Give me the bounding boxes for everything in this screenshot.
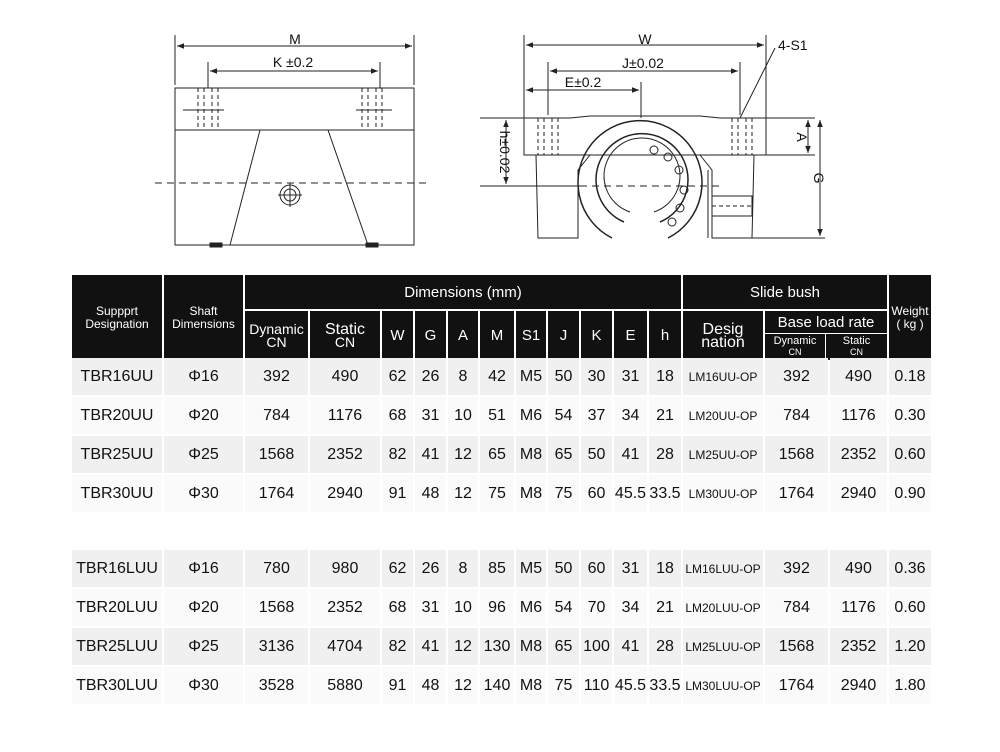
cell-a: 10 — [448, 397, 478, 434]
header-bush-static: Static CN — [826, 334, 887, 360]
header-bush-designation: Desig nation — [683, 311, 763, 360]
cell-bush-dynamic: 392 — [765, 550, 828, 587]
cell-bush-dynamic: 784 — [765, 397, 828, 434]
cell-w: 62 — [382, 550, 413, 587]
header-col-s1: S1 — [516, 311, 546, 360]
header-shaft-dimensions: Shaft Dimensions — [164, 275, 243, 360]
cell-h: 21 — [649, 589, 681, 626]
cell-e: 34 — [614, 397, 647, 434]
cell-weight: 1.80 — [889, 667, 931, 704]
table-row — [72, 550, 931, 587]
header-support-designation: Suppprt Designation — [72, 275, 162, 360]
header-static-cn: Static CN — [310, 311, 380, 360]
cell-m: 96 — [480, 589, 514, 626]
label-e: E±0.2 — [564, 74, 602, 90]
header-dimensions: Dimensions (mm) — [245, 275, 681, 309]
cell-shaft-dimension: Φ30 — [164, 667, 243, 704]
cell-static-cn: 2940 — [310, 475, 380, 512]
cell-h: 33.5 — [649, 667, 681, 704]
cell-k: 100 — [581, 628, 612, 665]
cell-e: 45.5 — [614, 667, 647, 704]
cell-g: 41 — [415, 436, 446, 473]
cell-bush-designation: LM25LUU-OP — [683, 628, 763, 665]
cell-shaft-dimension: Φ20 — [164, 589, 243, 626]
cell-weight: 0.60 — [889, 436, 931, 473]
cell-bush-dynamic: 392 — [765, 358, 828, 395]
cell-m: 130 — [480, 628, 514, 665]
cell-g: 48 — [415, 475, 446, 512]
cell-weight: 0.90 — [889, 475, 931, 512]
cell-h: 18 — [649, 358, 681, 395]
header-bush-dynamic: Dynamic CN — [765, 334, 826, 360]
cell-shaft-dimension: Φ16 — [164, 358, 243, 395]
spec-table-group-long — [70, 548, 933, 706]
cell-h: 21 — [649, 397, 681, 434]
cell-m: 75 — [480, 475, 514, 512]
cell-weight: 1.20 — [889, 628, 931, 665]
label-a: A — [794, 132, 810, 142]
cell-a: 8 — [448, 358, 478, 395]
cell-bush-dynamic: 1568 — [765, 628, 828, 665]
cell-j: 54 — [548, 589, 579, 626]
cell-static-cn: 2352 — [310, 436, 380, 473]
cell-s1: M6 — [516, 397, 546, 434]
cell-bush-designation: LM20LUU-OP — [683, 589, 763, 626]
cell-g: 26 — [415, 550, 446, 587]
cell-e: 31 — [614, 550, 647, 587]
header-base-load-group — [765, 311, 887, 360]
cell-bush-static: 2352 — [830, 628, 887, 665]
cell-a: 12 — [448, 667, 478, 704]
table-row — [72, 436, 931, 473]
cell-h: 33.5 — [649, 475, 681, 512]
cell-w: 91 — [382, 475, 413, 512]
label-j: J±0.02 — [622, 55, 664, 71]
header-col-j: J — [548, 311, 579, 360]
table-row — [72, 667, 931, 704]
technical-drawing — [0, 0, 1000, 265]
cell-s1: M8 — [516, 628, 546, 665]
header-col-e: E — [614, 311, 647, 360]
cell-bush-dynamic: 1764 — [765, 475, 828, 512]
cell-static-cn: 980 — [310, 550, 380, 587]
cell-weight: 0.36 — [889, 550, 931, 587]
header-col-h: h — [649, 311, 681, 360]
cell-bush-static: 2940 — [830, 667, 887, 704]
cell-dynamic-cn: 1764 — [245, 475, 308, 512]
cell-support-designation: TBR30UU — [72, 475, 162, 512]
label-h: h±0.02 — [497, 130, 513, 174]
label-m: M — [289, 31, 301, 47]
spec-table-group-standard — [70, 356, 933, 514]
cell-m: 85 — [480, 550, 514, 587]
cell-bush-static: 2352 — [830, 436, 887, 473]
cell-bush-dynamic: 784 — [765, 589, 828, 626]
cell-dynamic-cn: 3136 — [245, 628, 308, 665]
table-row — [72, 628, 931, 665]
cell-m: 140 — [480, 667, 514, 704]
cell-support-designation: TBR25LUU — [72, 628, 162, 665]
cell-shaft-dimension: Φ25 — [164, 436, 243, 473]
spec-table-header — [70, 273, 933, 362]
cell-s1: M5 — [516, 358, 546, 395]
cell-g: 31 — [415, 397, 446, 434]
cell-shaft-dimension: Φ20 — [164, 397, 243, 434]
cell-k: 30 — [581, 358, 612, 395]
cell-s1: M8 — [516, 475, 546, 512]
cell-support-designation: TBR30LUU — [72, 667, 162, 704]
cell-bush-designation: LM25UU-OP — [683, 436, 763, 473]
cell-a: 8 — [448, 550, 478, 587]
cell-a: 12 — [448, 436, 478, 473]
cell-weight: 0.18 — [889, 358, 931, 395]
header-slide-bush: Slide bush — [683, 275, 887, 309]
cell-dynamic-cn: 780 — [245, 550, 308, 587]
cell-bush-static: 1176 — [830, 589, 887, 626]
cell-k: 50 — [581, 436, 612, 473]
cell-dynamic-cn: 1568 — [245, 589, 308, 626]
cell-dynamic-cn: 784 — [245, 397, 308, 434]
cell-g: 31 — [415, 589, 446, 626]
label-g: G — [811, 172, 827, 184]
cell-static-cn: 1176 — [310, 397, 380, 434]
cell-weight: 0.60 — [889, 589, 931, 626]
cell-j: 75 — [548, 475, 579, 512]
cell-a: 12 — [448, 628, 478, 665]
cell-w: 91 — [382, 667, 413, 704]
cell-w: 82 — [382, 628, 413, 665]
table-row — [72, 397, 931, 434]
cell-w: 62 — [382, 358, 413, 395]
cell-dynamic-cn: 392 — [245, 358, 308, 395]
cell-support-designation: TBR16LUU — [72, 550, 162, 587]
cell-w: 82 — [382, 436, 413, 473]
cell-s1: M8 — [516, 436, 546, 473]
header-col-k: K — [581, 311, 612, 360]
cell-h: 28 — [649, 628, 681, 665]
cell-static-cn: 2352 — [310, 589, 380, 626]
cell-j: 54 — [548, 397, 579, 434]
cell-static-cn: 490 — [310, 358, 380, 395]
cell-bush-designation: LM16LUU-OP — [683, 550, 763, 587]
label-k: K ±0.2 — [272, 54, 314, 70]
cell-m: 51 — [480, 397, 514, 434]
cell-e: 45.5 — [614, 475, 647, 512]
cell-k: 70 — [581, 589, 612, 626]
cell-k: 110 — [581, 667, 612, 704]
cell-h: 28 — [649, 436, 681, 473]
cell-e: 31 — [614, 358, 647, 395]
cell-w: 68 — [382, 397, 413, 434]
cell-bush-designation: LM16UU-OP — [683, 358, 763, 395]
cell-e: 34 — [614, 589, 647, 626]
cell-m: 65 — [480, 436, 514, 473]
cell-g: 26 — [415, 358, 446, 395]
cell-j: 65 — [548, 628, 579, 665]
cell-dynamic-cn: 1568 — [245, 436, 308, 473]
cell-g: 41 — [415, 628, 446, 665]
cell-bush-designation: LM30UU-OP — [683, 475, 763, 512]
cell-g: 48 — [415, 667, 446, 704]
cell-h: 18 — [649, 550, 681, 587]
cell-support-designation: TBR20UU — [72, 397, 162, 434]
label-s1: 4-S1 — [778, 37, 808, 53]
cell-static-cn: 4704 — [310, 628, 380, 665]
cell-j: 50 — [548, 358, 579, 395]
header-base-load-rate: Base load rate — [765, 311, 887, 334]
cell-s1: M6 — [516, 589, 546, 626]
cell-bush-dynamic: 1764 — [765, 667, 828, 704]
header-col-w: W — [382, 311, 413, 360]
cell-support-designation: TBR25UU — [72, 436, 162, 473]
cell-j: 65 — [548, 436, 579, 473]
table-row — [72, 358, 931, 395]
cell-s1: M8 — [516, 667, 546, 704]
cell-s1: M5 — [516, 550, 546, 587]
header-weight: Weight ( kg ) — [889, 275, 931, 360]
cell-e: 41 — [614, 628, 647, 665]
cell-shaft-dimension: Φ30 — [164, 475, 243, 512]
cell-bush-designation: LM30LUU-OP — [683, 667, 763, 704]
cell-bush-static: 1176 — [830, 397, 887, 434]
header-col-a: A — [448, 311, 478, 360]
cell-j: 75 — [548, 667, 579, 704]
header-col-m: M — [480, 311, 514, 360]
cell-a: 10 — [448, 589, 478, 626]
cell-shaft-dimension: Φ25 — [164, 628, 243, 665]
cell-weight: 0.30 — [889, 397, 931, 434]
header-dynamic-cn: Dynamic CN — [245, 311, 308, 360]
cell-bush-static: 490 — [830, 550, 887, 587]
cell-shaft-dimension: Φ16 — [164, 550, 243, 587]
table-row — [72, 589, 931, 626]
cell-e: 41 — [614, 436, 647, 473]
cell-static-cn: 5880 — [310, 667, 380, 704]
cell-k: 37 — [581, 397, 612, 434]
cell-k: 60 — [581, 475, 612, 512]
cell-w: 68 — [382, 589, 413, 626]
cell-support-designation: TBR16UU — [72, 358, 162, 395]
cell-support-designation: TBR20LUU — [72, 589, 162, 626]
table-row — [72, 475, 931, 512]
cell-k: 60 — [581, 550, 612, 587]
cell-dynamic-cn: 3528 — [245, 667, 308, 704]
cell-bush-static: 2940 — [830, 475, 887, 512]
cell-bush-dynamic: 1568 — [765, 436, 828, 473]
cell-m: 42 — [480, 358, 514, 395]
cell-bush-static: 490 — [830, 358, 887, 395]
cell-bush-designation: LM20UU-OP — [683, 397, 763, 434]
cell-a: 12 — [448, 475, 478, 512]
header-col-g: G — [415, 311, 446, 360]
label-w: W — [638, 31, 652, 47]
cell-j: 50 — [548, 550, 579, 587]
